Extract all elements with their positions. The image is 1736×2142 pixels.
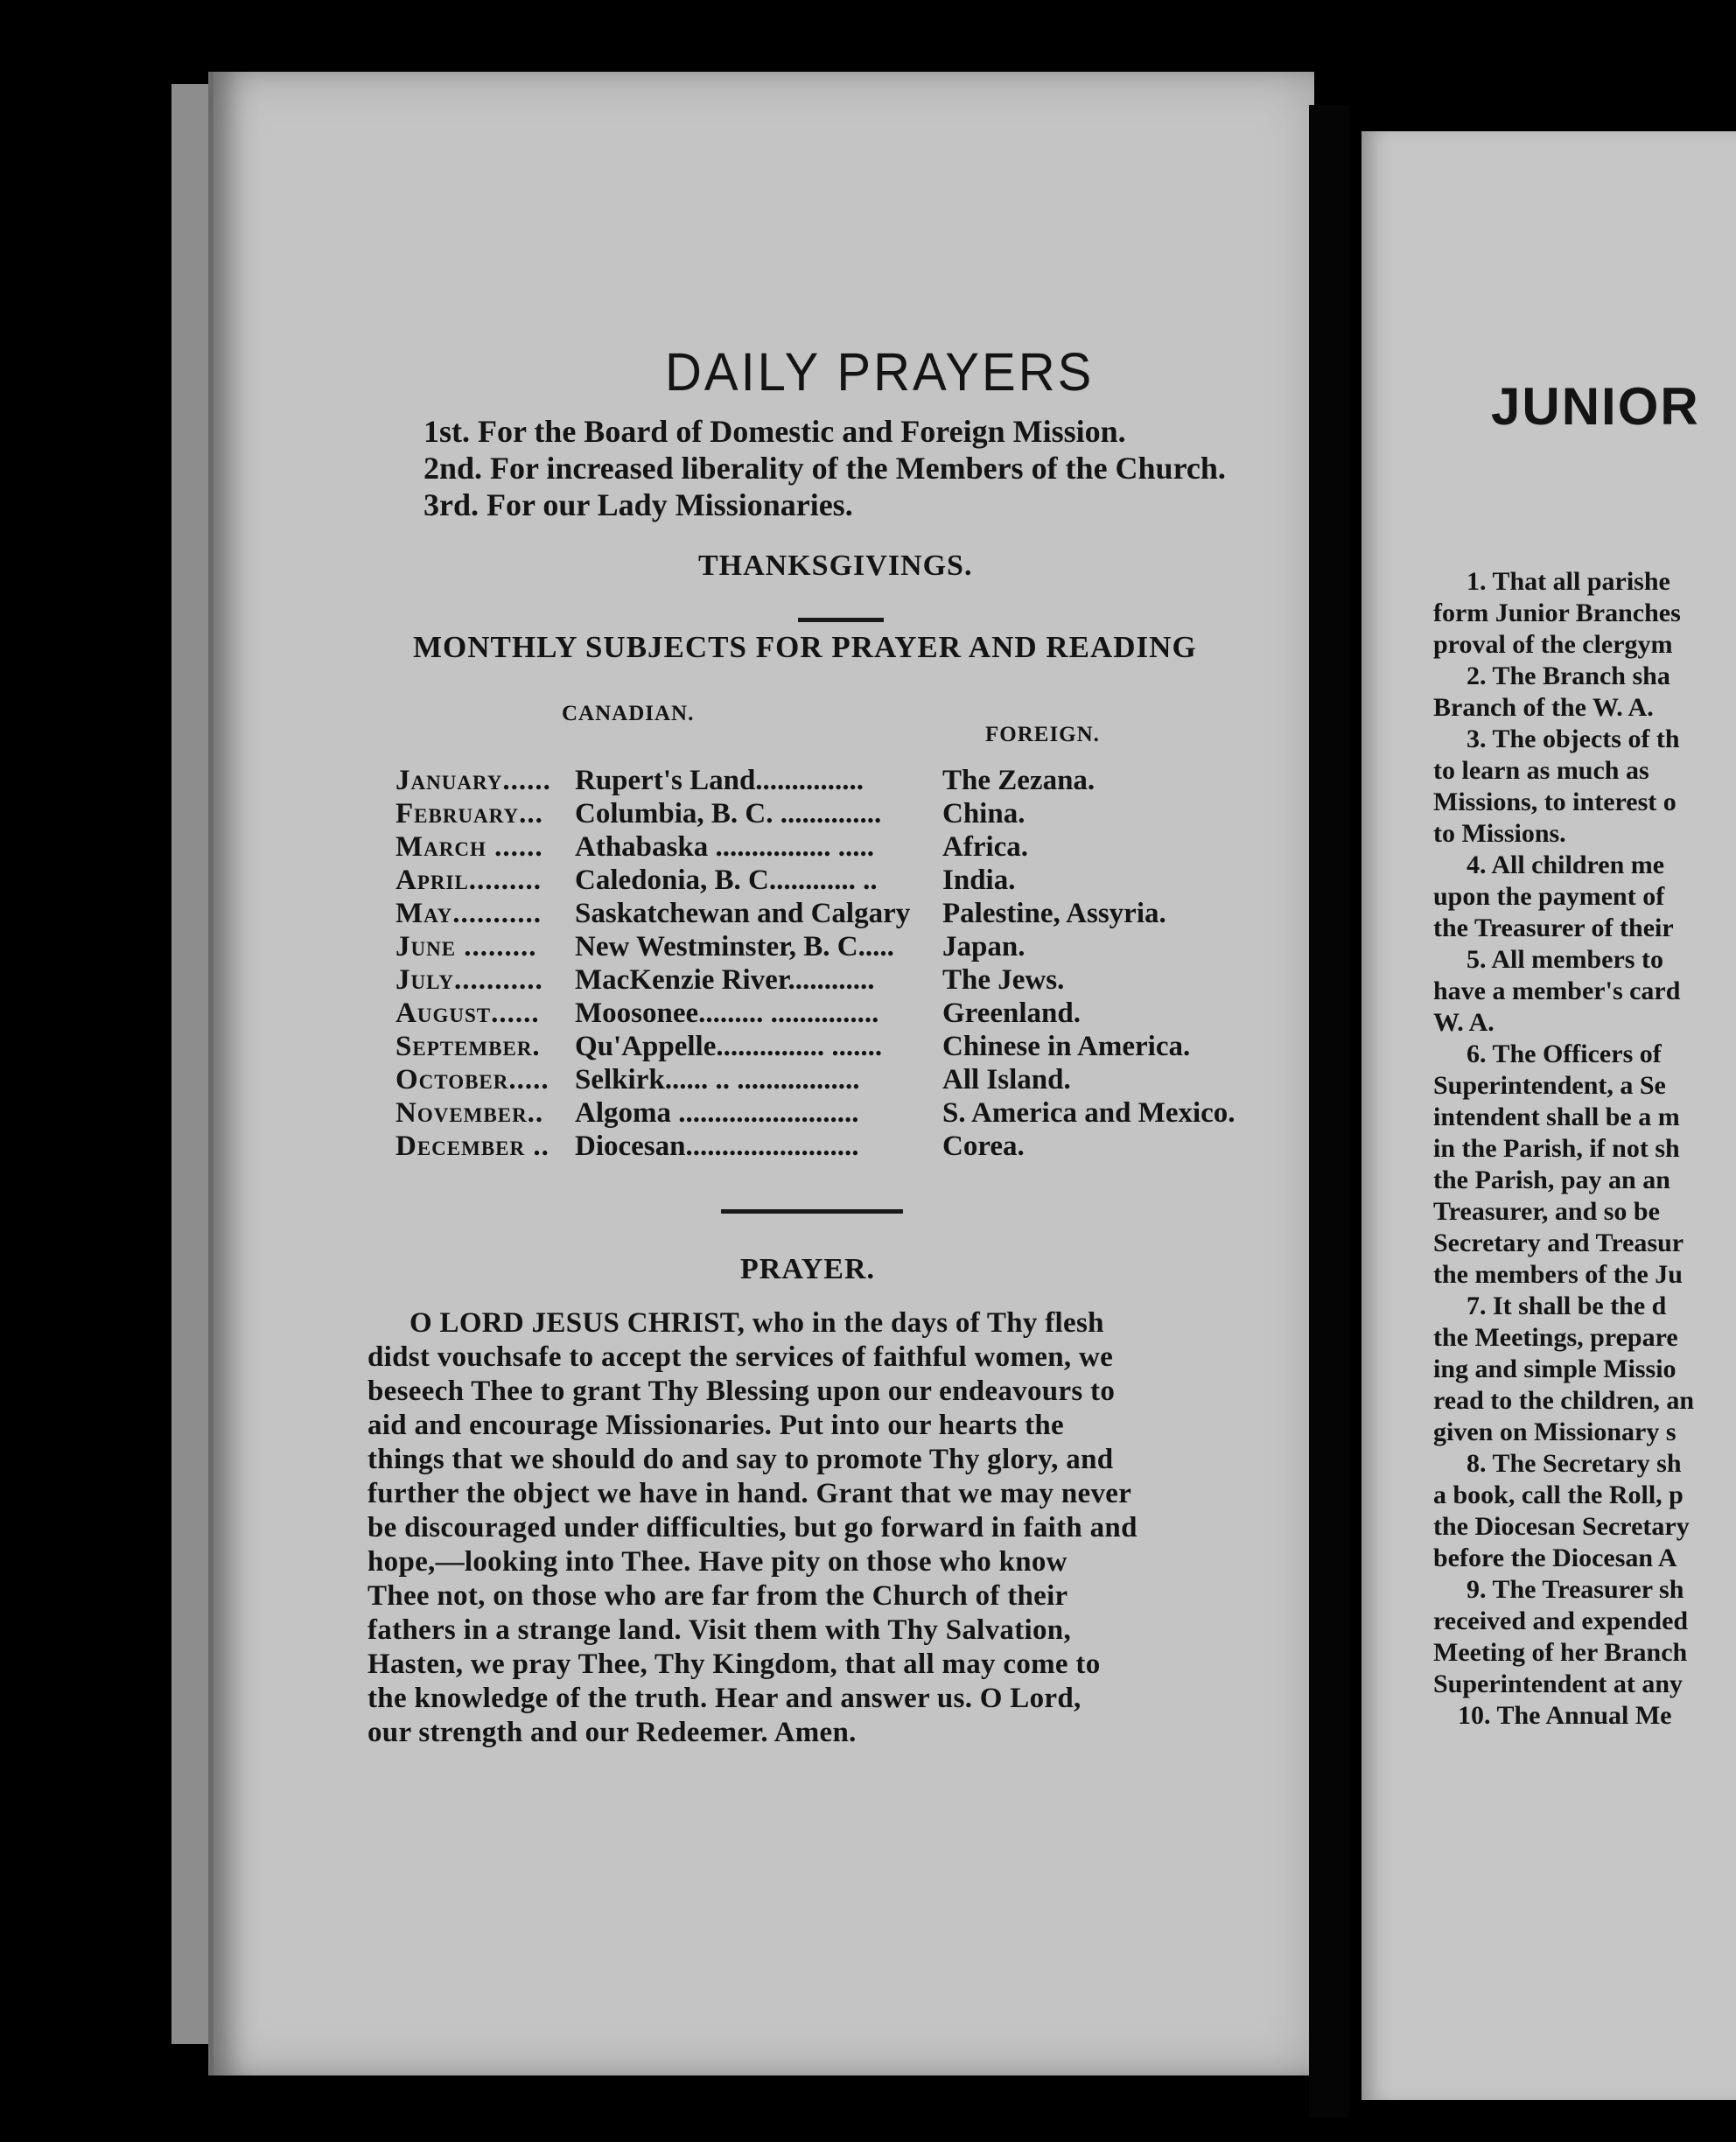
prayer-line: hope,—looking into Thee. Have pity on those who know	[368, 1546, 1068, 1578]
month-name: October.....	[396, 1064, 550, 1096]
month-name: May...........	[396, 898, 542, 929]
rule-line: proval of the clergym	[1433, 630, 1673, 659]
prayer-line: further the object we have in hand. Grant that we may never	[368, 1478, 1132, 1509]
canadian-subject: Moosonee......... ...............	[575, 998, 879, 1029]
canadian-subject: Qu'Appelle............... .......	[575, 1031, 883, 1062]
table-row	[396, 1064, 1071, 1097]
canadian-subject: Athabaska ................ .....	[575, 831, 874, 863]
column-foreign-label: FOREIGN.	[985, 723, 1100, 746]
month-name: April.........	[396, 864, 542, 896]
rule-line: ing and simple Missio	[1433, 1354, 1676, 1383]
table-row	[396, 798, 1025, 831]
canadian-subject: New Westminster, B. C.....	[575, 931, 894, 962]
rule-line: upon the payment of	[1433, 882, 1665, 911]
prayer-line: things that we should do and say to promote Thy glory, and	[368, 1444, 1114, 1475]
foreign-subject: Japan.	[942, 931, 1026, 962]
month-name: August......	[396, 998, 540, 1029]
rule-line: given on Missionary s	[1433, 1418, 1676, 1446]
foreign-subject: India.	[942, 864, 1016, 896]
rule-line: the Meetings, prepare	[1433, 1323, 1678, 1352]
rule-line: Meeting of her Branch	[1433, 1638, 1688, 1667]
daily-prayer-1: 1st. For the Board of Domestic and Foreign Mission.	[424, 414, 1126, 449]
rule-line: the Parish, pay an an	[1433, 1166, 1670, 1194]
rule-line: 6. The Officers of	[1466, 1040, 1662, 1068]
rule-line: 4. All children me	[1466, 850, 1665, 879]
rule-line: Branch of the W. A.	[1433, 693, 1654, 722]
prayer-line: O LORD JESUS CHRIST, who in the days of Thy flesh	[410, 1307, 1104, 1339]
canadian-subject: MacKenzie River............	[575, 964, 875, 996]
table-row	[396, 998, 1081, 1031]
rule-line: 1. That all parishe	[1466, 567, 1670, 596]
table-row	[396, 898, 1166, 931]
rule-line: intendent shall be a m	[1433, 1102, 1680, 1131]
month-name: December ..	[396, 1130, 550, 1162]
prayer-line: our strength and our Redeemer. Amen.	[368, 1717, 857, 1748]
foreign-subject: All Island.	[942, 1064, 1071, 1096]
table-row	[396, 765, 1095, 798]
prayer-line: be discouraged under difficulties, but go forward in faith and	[368, 1512, 1138, 1544]
right-page	[1362, 131, 1736, 2100]
prayer-line: beseech Thee to grant Thy Blessing upon our endeavours to	[368, 1376, 1116, 1407]
rule-line: Missions, to interest o	[1433, 788, 1676, 816]
daily-prayer-3: 3rd. For our Lady Missionaries.	[424, 487, 853, 522]
table-row	[396, 1130, 1025, 1164]
month-name: January......	[396, 765, 551, 796]
canadian-subject: Columbia, B. C. ..............	[575, 798, 882, 830]
foreign-subject: The Jews.	[942, 964, 1065, 996]
table-row	[396, 1097, 1236, 1130]
foreign-subject: The Zezana.	[942, 765, 1096, 796]
divider	[721, 1209, 903, 1214]
table-row	[396, 964, 1064, 998]
thanksgivings-heading: THANKSGIVINGS.	[698, 550, 973, 582]
book-spine	[172, 84, 208, 2044]
rule-line: read to the children, an	[1433, 1386, 1695, 1415]
rule-line: 7. It shall be the d	[1466, 1292, 1667, 1320]
canadian-subject: Selkirk...... .. .................	[575, 1064, 860, 1096]
month-name: February...	[396, 798, 543, 830]
rule-line: 3. The objects of th	[1466, 724, 1680, 753]
rule-line: W. A.	[1433, 1008, 1494, 1037]
rule-line: form Junior Branches	[1433, 598, 1681, 627]
rule-line: the Diocesan Secretary	[1433, 1512, 1690, 1541]
foreign-subject: Africa.	[942, 831, 1029, 863]
foreign-subject: Greenland.	[942, 998, 1081, 1029]
rule-line: Treasurer, and so be	[1433, 1197, 1660, 1226]
page-gutter	[1309, 105, 1349, 2118]
rule-line: before the Diocesan A	[1433, 1544, 1677, 1572]
right-page-title: JUNIOR	[1491, 377, 1700, 436]
month-name: June .........	[396, 931, 537, 962]
month-name: July...........	[396, 964, 543, 996]
prayer-line: Thee not, on those who are far from the Church of their	[368, 1580, 1068, 1612]
foreign-subject: Palestine, Assyria.	[942, 898, 1166, 929]
page-title: DAILY PRAYERS	[665, 342, 1095, 402]
rule-line: have a member's card	[1433, 976, 1681, 1005]
rule-line: the Treasurer of their	[1433, 914, 1674, 942]
canadian-subject: Algoma .........................	[575, 1097, 859, 1129]
prayer-line: fathers in a strange land. Visit them with Thy Salvation,	[368, 1614, 1071, 1646]
daily-prayer-2: 2nd. For increased liberality of the Members of the Church.	[424, 451, 1226, 486]
rule-line: 8. The Secretary sh	[1466, 1449, 1682, 1478]
prayer-line: aid and encourage Missionaries. Put into our hearts the	[368, 1410, 1064, 1441]
divider	[798, 618, 884, 622]
table-row	[396, 931, 1025, 964]
foreign-subject: China.	[942, 798, 1026, 830]
table-row	[396, 831, 1028, 864]
rule-line: 5. All members to	[1466, 945, 1663, 974]
rule-line: 10. The Annual Me	[1458, 1701, 1672, 1730]
rule-line: 9. The Treasurer sh	[1466, 1575, 1684, 1604]
monthly-heading: MONTHLY SUBJECTS FOR PRAYER AND READING	[413, 630, 1197, 664]
rule-line: 2. The Branch sha	[1466, 662, 1670, 690]
rule-line: in the Parish, if not sh	[1433, 1134, 1680, 1163]
foreign-subject: S. America and Mexico.	[942, 1097, 1236, 1129]
rule-line: a book, call the Roll, p	[1433, 1480, 1684, 1509]
column-canadian-label: CANADIAN.	[562, 702, 695, 725]
table-row	[396, 864, 1015, 898]
month-name: September.	[396, 1031, 541, 1062]
rule-line: to learn as much as	[1433, 756, 1649, 785]
rule-line: received and expended	[1433, 1606, 1689, 1635]
rule-line: Secretary and Treasur	[1433, 1228, 1684, 1257]
rule-line: to Missions.	[1433, 819, 1566, 848]
month-name: March ......	[396, 831, 543, 863]
table-row	[396, 1031, 1190, 1064]
prayer-line: Hasten, we pray Thee, Thy Kingdom, that all may come to	[368, 1648, 1101, 1680]
foreign-subject: Corea.	[942, 1130, 1025, 1162]
foreign-subject: Chinese in America.	[942, 1031, 1191, 1062]
rule-line: the members of the Ju	[1433, 1260, 1683, 1289]
month-name: November..	[396, 1097, 544, 1129]
canadian-subject: Rupert's Land...............	[575, 765, 864, 796]
canadian-subject: Diocesan........................	[575, 1130, 859, 1162]
prayer-line: the knowledge of the truth. Hear and answer us. O Lord,	[368, 1683, 1082, 1714]
rule-line: Superintendent at any	[1433, 1670, 1684, 1698]
rule-line: Superintendent, a Se	[1433, 1071, 1666, 1100]
canadian-subject: Saskatchewan and Calgary	[575, 898, 911, 929]
prayer-line: didst vouchsafe to accept the services of faithful women, we	[368, 1341, 1114, 1373]
prayer-heading: PRAYER.	[740, 1253, 876, 1285]
canadian-subject: Caledonia, B. C............ ..	[575, 864, 878, 896]
